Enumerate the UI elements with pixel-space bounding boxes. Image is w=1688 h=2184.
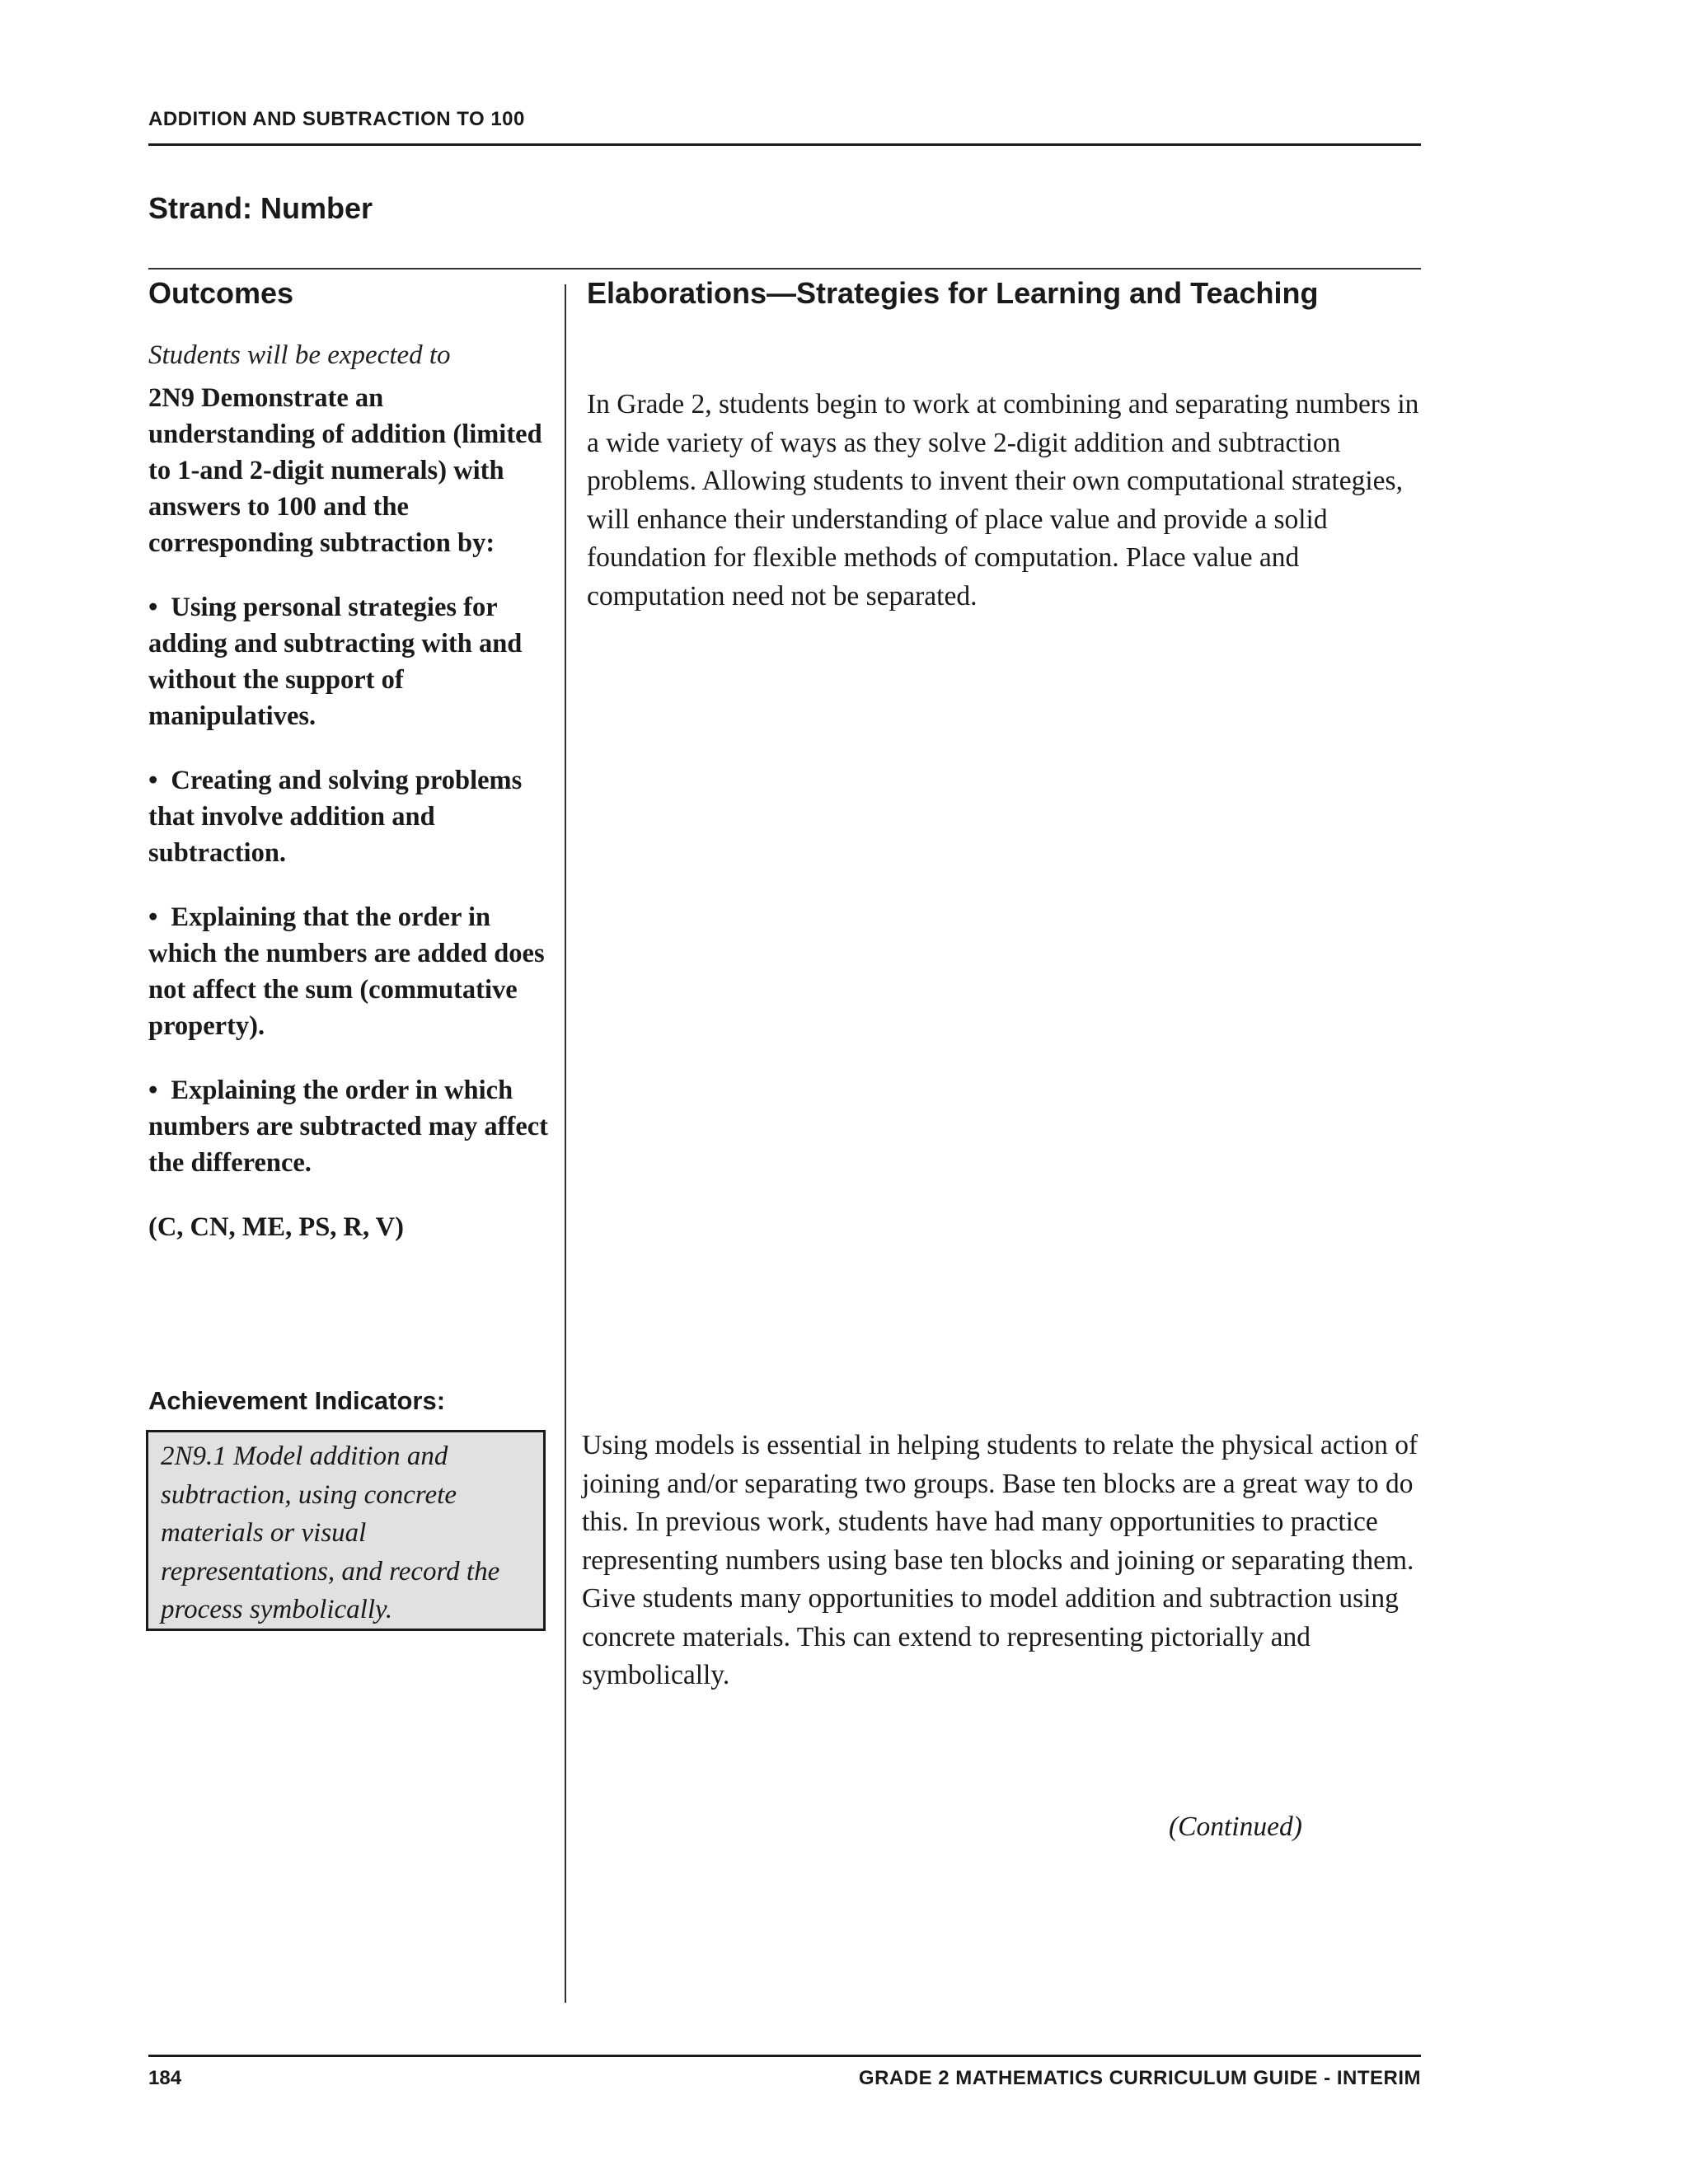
outcome-bullet-text: Explaining the order in which numbers are subtracted may affect the difference. [148,1076,548,1178]
elaborations-heading: Elaborations—Strategies for Learning and Teaching [587,276,1319,310]
achievement-indicator-box [146,1430,546,1631]
outcome-bullet-text: Explaining that the order in which the numbers are added does not affect the sum (commutative property). [148,902,545,1041]
outcomes-column [148,276,552,1245]
outcome-bullet: • Using personal strategies for adding and subtracting with and without the support of manipulatives. [148,593,523,731]
outcomes-heading: Outcomes [148,276,294,310]
outcomes-intro: Students will be expected to [148,340,451,370]
outcome-bullet: • Explaining the order in which numbers are subtracted may affect the difference. [148,1076,548,1178]
top-rule [148,143,1421,146]
outcome-bullet: • Creating and solving problems that involve addition and subtraction. [148,766,523,868]
strand-title: Strand: Number [148,191,373,225]
outcome-bullet-text: Creating and solving problems that involve addition and subtraction. [148,766,523,868]
process-standards: (C, CN, ME, PS, R, V) [148,1212,404,1242]
elaboration-paragraph: In Grade 2, students begin to work at combining and separating numbers in a wide variety of ways as they solve 2-digit addition and subtraction problems. Allowing students to invent their own computational strategies, will enhance their understanding of place value and provide a solid foundation for flexible methods of computation. Place value and computation need not be separated. [587,389,1419,612]
continued-note: (Continued) [1169,1811,1302,1842]
achievement-indicators-heading: Achievement Indicators: [148,1386,446,1415]
running-head: ADDITION AND SUBTRACTION TO 100 [148,108,525,130]
indicator-2n9-1: 2N9.1 Model addition and subtraction, using concrete materials or visual representations, and record the process symbolically. [161,1441,500,1624]
elaboration-paragraph: Using models is essential in helping students to relate the physical action of joining and/or separating two groups. Base ten blocks are a great way to do this. In previous work, students have had many opportunities to practice representing numbers using base ten blocks and joining or separating them. Give students many opportunities to model addition and subtraction using concrete materials. This can extend to representing pictorially and symbolically. [582,1430,1418,1690]
outcome-bullet: • Explaining that the order in which the numbers are added does not affect the sum (commutative property). [148,902,545,1041]
page-number: 184 [148,2067,182,2089]
footer-title: GRADE 2 MATHEMATICS CURRICULUM GUIDE - INTERIM [858,2067,1421,2089]
bottom-rule [148,2055,1421,2057]
column-divider [565,284,566,2003]
section-rule [148,268,1421,269]
outcome-bullet-text: Using personal strategies for adding and subtracting with and without the support of manipulatives. [148,593,523,731]
outcome-2n9: 2N9 Demonstrate an understanding of addition (limited to 1-and 2-digit numerals) with answers to 100 and the corresponding subtraction by: [148,383,542,558]
